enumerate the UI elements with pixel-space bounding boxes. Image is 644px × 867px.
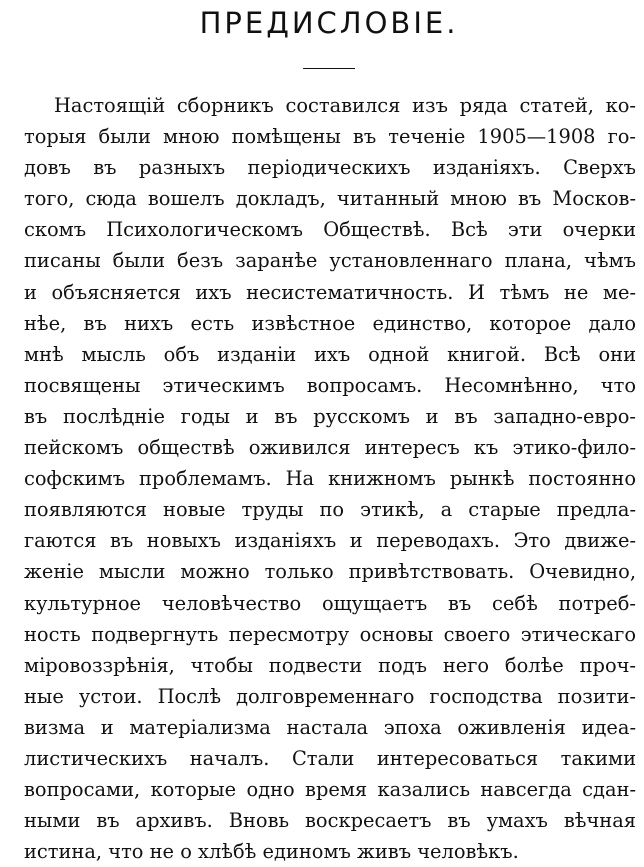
preface-paragraph bbox=[24, 90, 636, 867]
text-line: ными въ архивъ. Вновь воскресаетъ въ умахъ вѣчная bbox=[24, 809, 636, 833]
title-divider bbox=[303, 68, 355, 69]
text-line: посвящены этическимъ вопросамъ. Несомнѣнно, что bbox=[24, 373, 636, 397]
text-line: софскимъ проблемамъ. На книжномъ рынкѣ постоянно bbox=[24, 467, 636, 491]
text-line: въ послѣдніе годы и въ русскомъ и въ западно-евро- bbox=[24, 404, 636, 428]
text-line: и объясняется ихъ несистематичность. И тѣмъ не ме- bbox=[24, 280, 636, 304]
text-line: Настоящій сборникъ составился изъ ряда статей, ко- bbox=[54, 94, 636, 117]
text-line: ность подвергнуть пересмотру основы своего этическаго bbox=[24, 622, 636, 646]
text-line: довъ въ разныхъ періодическихъ изданіяхъ. Сверхъ bbox=[24, 156, 636, 180]
text-line: визма и матеріализма настала эпоха оживленія идеа- bbox=[24, 715, 636, 739]
text-line: вопросами, которые одно время казались навсегда сдан- bbox=[24, 778, 636, 802]
text-line: ные устои. Послѣ долговременнаго господства позити- bbox=[24, 684, 636, 708]
text-line: женіе мысли можно только привѣтствовать. Очевидно, bbox=[24, 560, 636, 584]
text-line: мнѣ мысль объ изданіи ихъ одной книгой. Всѣ они bbox=[24, 342, 636, 366]
text-line: нѣе, въ нихъ есть извѣстное единство, которое дало bbox=[24, 311, 636, 335]
text-line: листическихъ началъ. Стали интересоваться такими bbox=[24, 746, 636, 770]
text-line: писаны были безъ заранѣе установленнаго плана, чѣмъ bbox=[24, 249, 636, 273]
text-line: появляются новые труды по этикѣ, а старые предла- bbox=[24, 498, 636, 522]
page-title: ПРЕДИСЛОВІЕ. bbox=[199, 6, 459, 40]
text-line: гаются въ новыхъ изданіяхъ и переводахъ. Это движе- bbox=[24, 529, 636, 553]
text-line: культурное человѣчество ощущаетъ въ себѣ потреб- bbox=[24, 591, 636, 615]
text-line: торыя были мною помѣщены въ теченіе 1905—1908 го- bbox=[24, 125, 636, 149]
text-line: того, сюда вошелъ докладъ, читанный мною въ Москов- bbox=[24, 187, 636, 211]
text-line: истина, что не о хлѣбѣ единомъ живъ человѣкъ. bbox=[24, 840, 519, 864]
text-line: скомъ Психологическомъ Обществѣ. Всѣ эти очерки bbox=[24, 218, 636, 242]
text-line: міровоззрѣнія, чтобы подвести подъ него болѣе проч- bbox=[24, 653, 636, 677]
text-line: пейскомъ обществѣ оживился интересъ къ этико-фило- bbox=[24, 436, 636, 460]
